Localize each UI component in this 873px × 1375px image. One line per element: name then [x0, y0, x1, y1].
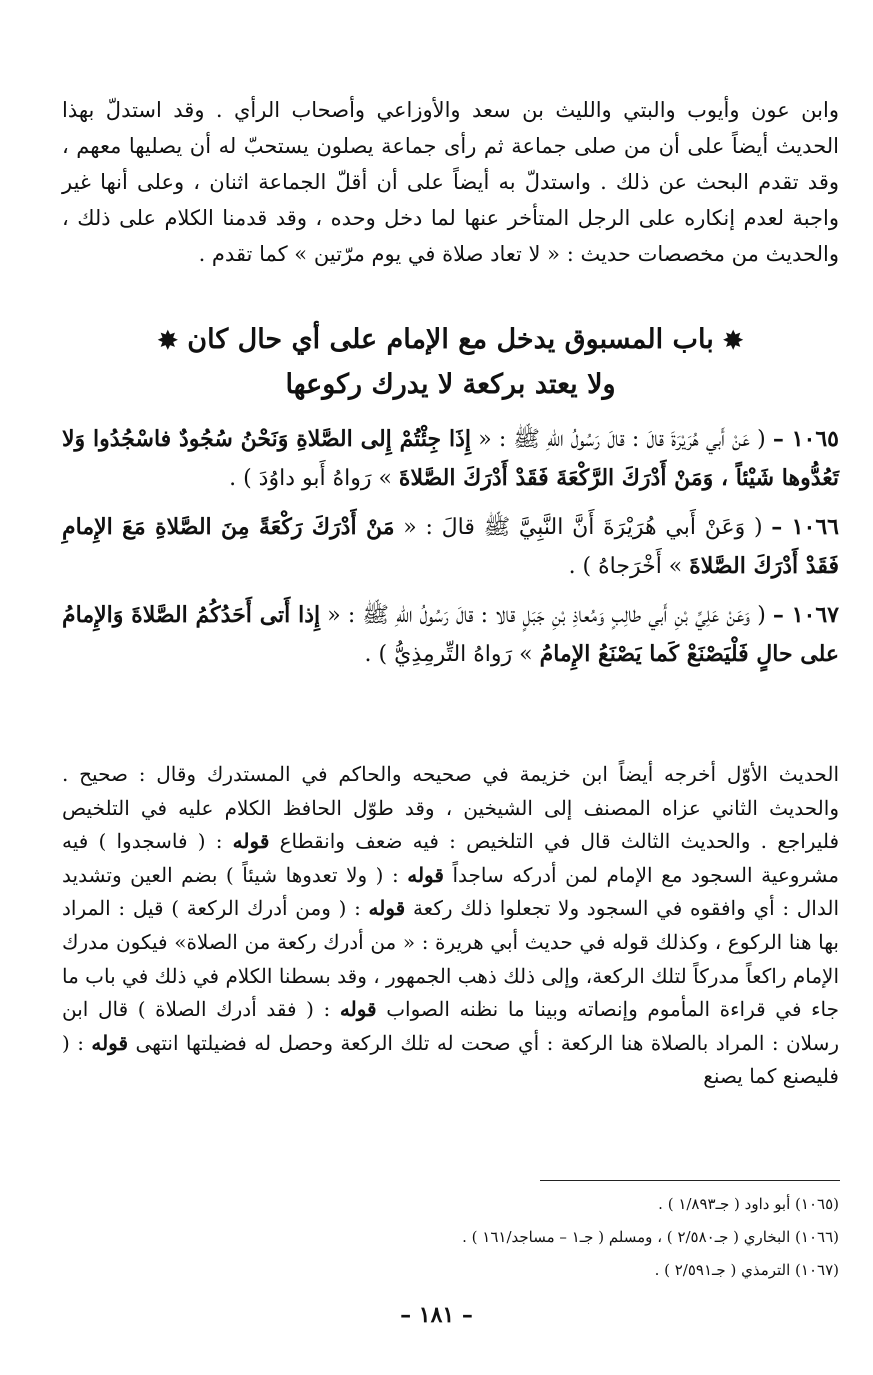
hadith-number: ١٠٦٧ – [772, 602, 839, 628]
intro-paragraph [62, 92, 839, 272]
footnote-1067: (١٠٦٧) الترمذي ( جـ٢/٥٩١ ) . [654, 1261, 839, 1279]
footnotes [62, 1188, 839, 1287]
footnote-divider [540, 1180, 840, 1181]
footnote-1065: (١٠٦٥) أبو داود ( جـ١/٨٩٣ ) . [658, 1195, 839, 1213]
hadith-source: » رَواهُ التِّرمِذِيُّ ) . [364, 642, 533, 667]
hadith-1067 [62, 596, 839, 674]
star-ornament-icon: ✸ [723, 325, 744, 355]
chapter-title-line-1: باب المسبوق يدخل مع الإمام على أي حال كان [187, 324, 714, 355]
hadith-intro: ( وَعَنْ عَلِيِّ بْنِ أَبي طالِبٍ وَمُعاذِ بْنِ جَبَلٍ قالا : قالَ رَسُولُ اللهِ ﷺ : « [327, 603, 766, 628]
hadith-intro: ( عَنْ أَبي هُرَيْرَةَ قالَ : قالَ رَسُولُ اللهِ ﷺ : « [478, 427, 766, 452]
hadith-1065 [62, 420, 839, 498]
hadith-source: » أَخْرَجاهُ ) . [568, 554, 683, 579]
commentary-text: : ( ولا تعدوها شيئاً ) بضم العين وتشديد الدال : أي وافقوه في السجود ولا تجعلوا ذلك ركعة [62, 862, 840, 921]
hadith-intro: ( وَعَنْ أَبي هُرَيْرَةَ أَنَّ النَّبِيَّ ﷺ قالَ : « [403, 515, 763, 540]
hadith-number: ١٠٦٥ – [772, 426, 839, 452]
chapter-heading [62, 318, 839, 407]
qawluhu-keyword: قوله [91, 1030, 129, 1055]
commentary-text: : ( فاسجدوا ) فيه مشروعية السجود مع الإمام لمن أدركه ساجداً [62, 829, 840, 887]
hadith-quote: إِذَا جِئْتُمْ إِلى الصَّلاةِ وَنَحْنُ سُجُودٌ فاسْجُدُوا وَلا تَعُدُّوها شَيْئاً ، وَمَنْ أَدْرَكَ الرَّكْعَةَ فَقَدْ أَدْرَكَ الصَّلاةَ [62, 426, 839, 491]
commentary-text: : ( فليصنع كما يصنع [62, 1030, 839, 1089]
commentary-paragraph [62, 758, 839, 1094]
commentary-text: : ( ومن أدرك الركعة ) قيل : المراد بها هنا الركوع ، وكذلك قوله في حديث أبي هريرة : « من أدرك ركعة من الصلاة» فيكون مدرك الإمام راكعاً مدركاً لتلك الركعة، وإلى ذلك ذهب الجمهور ، وقد بسطنا الكلام في ذلك في باب ما جاء في قراءة المأموم وإنصاته وبينا ما نظنه الصواب [62, 896, 840, 1022]
page-number: – ١٨١ – [400, 1302, 473, 1328]
qawluhu-keyword: قوله [339, 997, 377, 1022]
chapter-heading-line-1 [62, 318, 839, 363]
hadith-list [62, 420, 839, 684]
hadith-quote: إِذا أَتى أَحَدُكُمُ الصَّلاةَ وَالإِمامُ على حالٍ فَلْيَصْنَعْ كَما يَصْنَعُ الإِمامُ [62, 602, 839, 667]
hadith-number: ١٠٦٦ – [771, 514, 839, 540]
qawluhu-keyword: قوله [232, 829, 270, 854]
qawluhu-keyword: قوله [368, 896, 406, 921]
chapter-title-line-2: ولا يعتد بركعة لا يدرك ركوعها [285, 368, 616, 400]
commentary-text: الحديث الأوّل أخرجه أيضاً ابن خزيمة في صحيحه والحاكم في المستدرك وقال : صحيح . والحديث الثاني عزاه المصنف إلى الشيخين ، وقد طوّل الحافظ الكلام عليه في التلخيص فليراجع . والحديث الثالث قال في التلخيص : فيه ضعف وانقطاع [62, 762, 840, 854]
star-ornament-icon: ✸ [157, 325, 178, 355]
intro-text: وابن عون وأيوب والبتي والليث بن سعد والأوزاعي وأصحاب الرأي . وقد استدلّ بهذا الحديث أيضاً على أن من صلى جماعة ثم رأى جماعة يصلون يستحبّ له أن يصليها معهم ، وقد تقدم البحث عن ذلك . واستدلّ به أيضاً على أن أقلّ الجماعة اثنان ، وعلى أنها غير واجبة لعدم إنكاره على الرجل المتأخر عنها لما دخل وحده ، وقد قدمنا الكلام على ذلك ، والحديث من مخصصات حديث : « لا تعاد صلاة في يوم مرّتين » كما تقدم . [62, 98, 839, 266]
hadith-1066 [62, 508, 839, 586]
hadith-quote: مَنْ أَدْرَكَ رَكْعَةً مِنَ الصَّلاةِ مَعَ الإِمامِ فَقَدْ أَدْرَكَ الصَّلاةَ [62, 514, 839, 579]
qawluhu-keyword: قوله [407, 862, 444, 887]
commentary-text: : ( فقد أدرك الصلاة ) قال ابن رسلان : المراد بالصلاة هنا الركعة : أي صحت له تلك الركعة وحصل له فضيلتها انتهى [62, 997, 839, 1055]
footnote-1066: (١٠٦٦) البخاري ( جـ٢/٥٨٠ ) ، ومسلم ( جـ١ – مساجد/١٦١ ) . [462, 1228, 839, 1246]
hadith-source: » رَواهُ أَبو داوُدَ ) . [229, 466, 392, 491]
